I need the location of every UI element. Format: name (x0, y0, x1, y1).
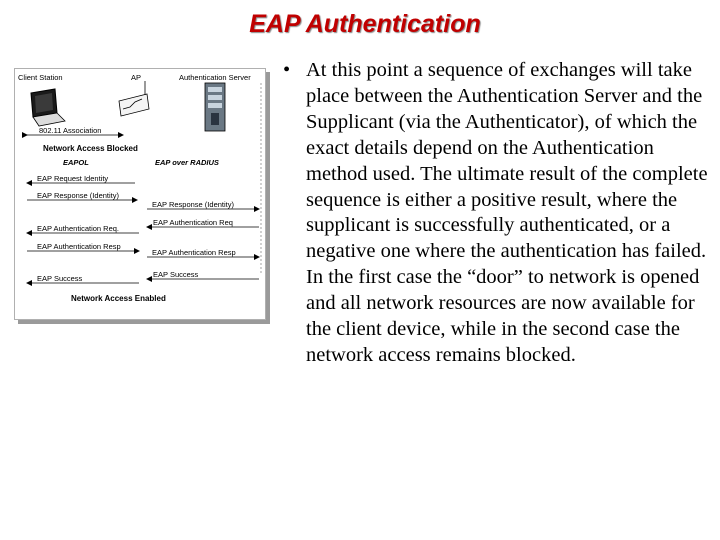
blocked-label: Network Access Blocked (43, 144, 138, 153)
header-authentication-server: Authentication Server (179, 73, 251, 82)
msg-auth-resp-radius: EAP Authentication Resp (152, 248, 236, 257)
enabled-label: Network Access Enabled (71, 294, 166, 303)
msg-success-radius: EAP Success (153, 270, 199, 279)
slide-title: EAP Authentication (249, 10, 481, 38)
header-client-station: Client Station (18, 73, 63, 82)
msg-response-identity-client: EAP Response (Identity) (37, 191, 119, 200)
bullet-list (283, 58, 713, 369)
msg-success-client: EAP Success (37, 274, 83, 283)
laptop-icon (31, 89, 65, 126)
eap-radius-label: EAP over RADIUS (155, 158, 219, 167)
association-label: 802.11 Association (39, 126, 102, 135)
msg-request-identity: EAP Request Identity (37, 174, 109, 183)
msg-response-identity-radius: EAP Response (Identity) (152, 200, 234, 209)
msg-auth-req-radius: EAP Authentication Req (153, 218, 233, 227)
header-ap: AP (131, 73, 142, 82)
access-point-icon (119, 81, 149, 116)
msg-auth-req-client: EAP Authentication Req. (37, 224, 120, 233)
eapol-label: EAPOL (63, 158, 89, 167)
bullet-paragraph: At this point a sequence of exchanges will take place between the Authentication Server and the Supplicant (via the Authenticator), of which the exact details depend on the Authentication method used. The ultimate result of the complete sequence is either a positive result, where the supplicant is successfully authenticated, or a negative one where the authentication has failed. In the first case the “door” to network is opened and all network resources are now available for the client device, while in the second case the network access remains blocked. (306, 59, 708, 366)
server-icon (205, 83, 225, 131)
bullet-marker: • (283, 59, 291, 81)
msg-auth-resp-client: EAP Authentication Resp (37, 242, 121, 251)
eap-sequence-svg (15, 69, 265, 319)
eap-sequence-diagram (14, 68, 266, 320)
